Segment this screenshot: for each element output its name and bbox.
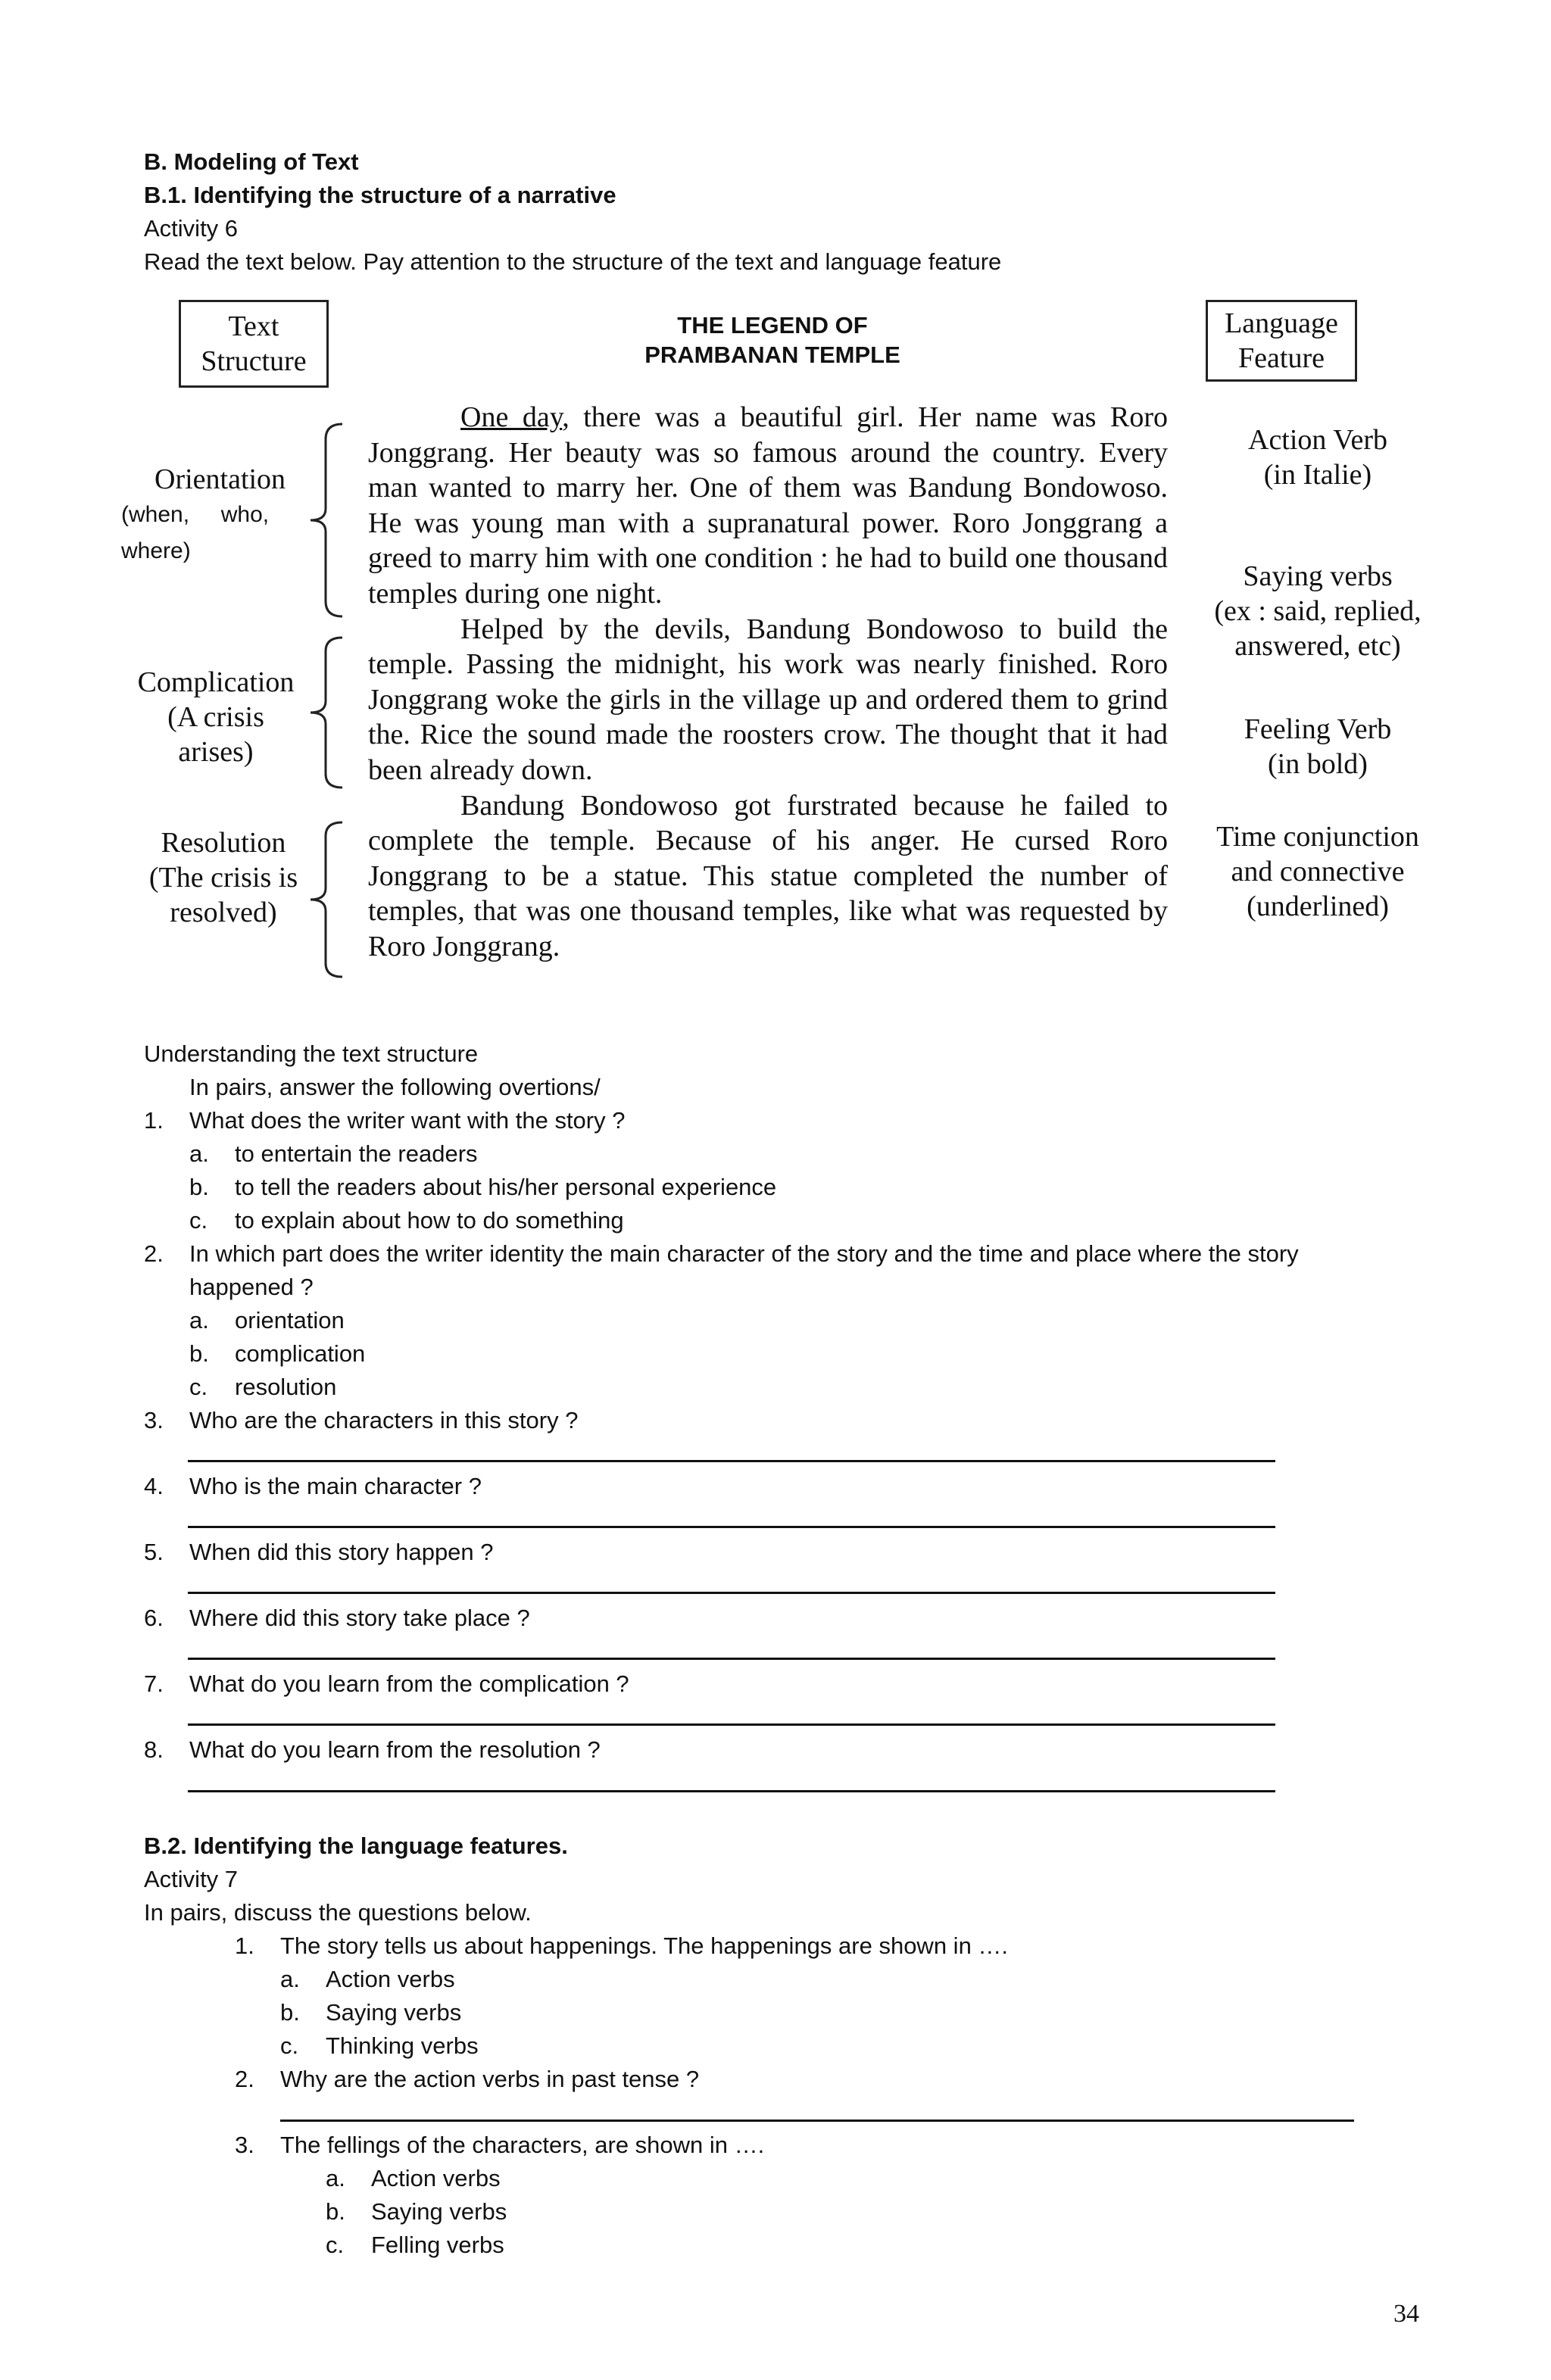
answer-line[interactable]	[188, 1592, 1275, 1594]
option-text: orientation	[235, 1307, 345, 1333]
option-letter: b.	[326, 2198, 345, 2225]
option-text: resolution	[235, 1374, 337, 1400]
feature-action-line2: (in Italie)	[1263, 459, 1372, 491]
option-text: Saying verbs	[371, 2198, 507, 2225]
feature-time-line2: and connective	[1231, 856, 1405, 887]
language-feature-box	[1206, 300, 1357, 382]
story-paragraph-complication: Helped by the devils, Bandung Bondowoso to build the temple. Passing the midnight, his work was nearly finished. Roro Jonggrang woke the girls in the village up and ordered them to grind the. Rice the sound made the roosters crow. The thought that it had been already down.	[368, 613, 1168, 786]
activity-label: Activity 6	[144, 215, 239, 242]
subsection-heading: B.1. Identifying the structure of a narrative	[144, 182, 616, 208]
question-text: Why are the action verbs in past tense ?	[280, 2066, 700, 2092]
question-number: 2.	[144, 1240, 164, 1267]
question-number: 7.	[144, 1670, 164, 1697]
option-letter: a.	[280, 1966, 300, 1992]
question-text: The story tells us about happenings. The happenings are shown in ….	[280, 1932, 1009, 1959]
question-number: 6.	[144, 1605, 164, 1631]
answer-line[interactable]	[188, 1723, 1275, 1726]
question-text: What do you learn from the resolution ?	[189, 1736, 601, 1763]
page-number: 34	[1393, 2300, 1419, 2328]
feature-saying-line3: answered, etc)	[1234, 630, 1401, 662]
question-text: Where did this story take place ?	[189, 1605, 530, 1631]
option-text: to tell the readers about his/her personal experience	[235, 1174, 777, 1200]
question-number: 5.	[144, 1539, 164, 1565]
resolution-label	[121, 825, 326, 930]
complication-line1: Complication	[137, 666, 295, 698]
time-conjunction-one-day: One day	[460, 401, 563, 433]
text-structure-line2: Structure	[201, 345, 307, 377]
orientation-note-2: where)	[121, 538, 191, 563]
feature-time-line1: Time conjunction	[1216, 821, 1419, 853]
understanding-instruction: In pairs, answer the following overtions/	[189, 1074, 601, 1100]
feature-feeling-line1: Feeling Verb	[1244, 713, 1392, 745]
story-paragraph-orientation	[368, 400, 1168, 612]
question-text-continued: happened ?	[189, 1274, 314, 1300]
story-title	[636, 310, 909, 370]
option-text: to entertain the readers	[235, 1140, 478, 1167]
question-text: What do you learn from the complication ?	[189, 1670, 629, 1697]
question-number: 2.	[235, 2066, 254, 2092]
complication-brace	[306, 635, 345, 791]
orientation-label	[121, 462, 326, 569]
option-text: complication	[235, 1340, 366, 1367]
question-number: 8.	[144, 1736, 164, 1763]
answer-line[interactable]	[188, 1790, 1275, 1792]
option-text: Thinking verbs	[326, 2032, 479, 2059]
option-letter: c.	[189, 1207, 208, 1234]
option-letter: a.	[326, 2165, 345, 2191]
feature-saying-line1: Saying verbs	[1243, 560, 1393, 592]
story-title-line2: PRAMBANAN TEMPLE	[644, 342, 900, 368]
option-text: Saying verbs	[326, 1999, 462, 2026]
option-text: Felling verbs	[371, 2232, 504, 2258]
text-structure-line1: Text	[228, 310, 279, 342]
feature-action-line1: Action Verb	[1248, 424, 1387, 456]
question-text: In which part does the writer identity the main character of the story and the time and place where the story	[189, 1240, 1299, 1267]
answer-line[interactable]	[188, 1658, 1275, 1660]
option-text: Action verbs	[371, 2165, 501, 2191]
orientation-note-1: (when, who,	[121, 502, 270, 527]
question-number: 3.	[235, 2132, 254, 2158]
resolution-line3: resolved)	[170, 897, 277, 928]
feature-feeling-line2: (in bold)	[1268, 748, 1368, 780]
question-number: 3.	[144, 1407, 164, 1433]
orientation-title: Orientation	[154, 463, 286, 495]
option-letter: a.	[189, 1140, 209, 1167]
option-letter: b.	[189, 1340, 209, 1367]
understanding-heading: Understanding the text structure	[144, 1040, 479, 1067]
question-text: Who is the main character ?	[189, 1473, 482, 1499]
language-feature-line1: Language	[1225, 307, 1338, 339]
option-letter: c.	[280, 2032, 299, 2059]
feature-time-line3: (underlined)	[1247, 891, 1389, 922]
section-heading: B. Modeling of Text	[144, 148, 359, 175]
answer-line[interactable]	[188, 1526, 1275, 1528]
answer-line[interactable]	[280, 2120, 1354, 2122]
resolution-line1: Resolution	[161, 827, 286, 859]
option-letter: c.	[189, 1374, 208, 1400]
resolution-line2: (The crisis is	[148, 862, 298, 894]
option-text: Action verbs	[326, 1966, 455, 1992]
instruction-text: Read the text below. Pay attention to the structure of the text and language feature	[144, 248, 1002, 275]
story-paragraph-resolution: Bandung Bondowoso got furstrated because he failed to complete the temple. Because of his anger. He cursed Roro Jonggrang to be a statue. This statue completed the number of temples, that was one thousand temples, like what was requested by Roro Jonggrang.	[368, 789, 1168, 962]
answer-line[interactable]	[188, 1460, 1275, 1462]
language-feature-line2: Feature	[1238, 342, 1325, 374]
story-paragraph-orientation-rest: , there was a beautiful girl. Her name was Roro Jonggrang. Her beauty was so famous around the country. Every man wanted to marry her. One of them was Bandung Bondowoso. He was young man with a supranatural power. Roro Jonggrang a greed to marry him with one condition : he had to build one thousand temples during one night.	[368, 401, 1168, 610]
option-letter: b.	[189, 1174, 209, 1200]
option-letter: b.	[280, 1999, 300, 2026]
option-letter: c.	[326, 2232, 345, 2258]
option-letter: a.	[189, 1307, 209, 1333]
question-text: What does the writer want with the story ?	[189, 1107, 626, 1134]
feature-saying-line2: (ex : said, replied,	[1214, 595, 1421, 627]
question-text: The fellings of the characters, are shown in ….	[280, 2132, 765, 2158]
feature-action-verb	[1189, 423, 1446, 492]
instruction-text: In pairs, discuss the questions below.	[144, 1899, 532, 1926]
language-features-heading: B.2. Identifying the language features.	[144, 1833, 568, 1859]
option-text: to explain about how to do something	[235, 1207, 624, 1234]
question-text: Who are the characters in this story ?	[189, 1407, 579, 1433]
story-title-line1: THE LEGEND OF	[677, 312, 868, 338]
complication-label	[121, 665, 311, 769]
story-text	[368, 400, 1168, 965]
complication-line3: arises)	[178, 736, 254, 768]
text-structure-box	[179, 300, 329, 388]
activity-label: Activity 7	[144, 1866, 239, 1892]
question-text: When did this story happen ?	[189, 1539, 494, 1565]
feature-saying-verbs	[1189, 559, 1446, 663]
question-number: 4.	[144, 1473, 164, 1499]
feature-time-conjunction	[1189, 819, 1446, 924]
question-number: 1.	[235, 1932, 254, 1959]
feature-feeling-verb	[1189, 712, 1446, 781]
complication-line2: (A crisis	[167, 701, 264, 733]
question-number: 1.	[144, 1107, 164, 1134]
